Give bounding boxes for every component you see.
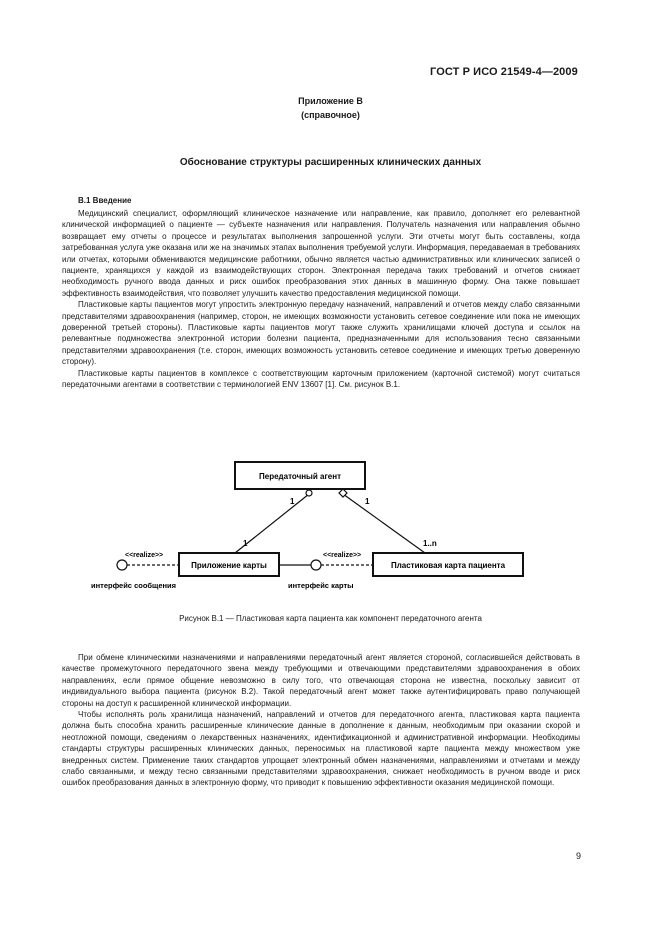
page-number: 9 xyxy=(576,851,582,861)
uml-diagram xyxy=(85,458,555,603)
interface-label: интерфейс сообщения xyxy=(91,581,177,590)
multiplicity: 1..n xyxy=(423,539,437,548)
intro-text xyxy=(62,208,580,391)
interface-lollipop xyxy=(117,560,127,570)
paragraph: Пластиковые карты пациентов могут упростить электронную передачу назначений, направлений и отчетов между слабо связанными представителями здравоохранения (например, сторон, не имеющих возможности установить сетевое соединение или пока не имеющих доверенной третьей стороны). Пластиковые карты пациентов могут также служить хранилищами ключей доступа и ссылок на релевантные подмножества электронной истории болезни пациента, предназначенными для использования тесно связанными представителями здравоохранения (т.е. сторон, имеющих возможность установить сетевое соединение и имеющих третью доверенную сторону). xyxy=(62,300,580,367)
document-code: ГОСТ Р ИСО 21549-4—2009 xyxy=(430,66,578,78)
agent-card-link xyxy=(343,494,425,553)
appendix-title: Приложение В xyxy=(298,96,363,106)
body-text xyxy=(62,652,580,789)
realize-stereotype: <<realize>> xyxy=(323,552,362,559)
appendix-subtitle: (справочное) xyxy=(301,110,360,120)
figure-caption: Рисунок В.1 — Пластиковая карта пациента как компонент передаточного агента xyxy=(179,614,482,623)
page-title: Обоснование структуры расширенных клинических данных xyxy=(179,157,482,168)
interface-label: интерфейс карты xyxy=(288,581,354,590)
appendix-heading xyxy=(0,94,661,122)
paragraph: Чтобы исполнять роль хранилища назначений, направлений и отчетов для передаточного агента, пластиковая карта пациента должна быть способна хранить расширенные клинические данные в дополнение к данным, необходимым при оказании скорой и неотложной помощи, сведениям о лекарственных назначениях, идентификационной и административной информации. Необходимы стандарты структуры расширенных клинических данных, переносимых на пластиковой карте пациента между множеством уже внедренных систем. Применение таких стандартов упрощает электронный обмен назначениями, направлениями и отчетами и между слабо связанными, и между тесно связанными представителями здравоохранения, снижает необходимость в ручном вводе и риск ошибок преобразования данных в электронную форму, что приводит к повышению эффективности оказания медицинской помощи. xyxy=(62,710,580,788)
agent-box-label: Передаточный агент xyxy=(259,472,341,481)
app-box-label: Приложение карты xyxy=(191,561,267,570)
multiplicity: 1 xyxy=(290,497,295,506)
paragraph: Медицинский специалист, оформляющий клиническое назначение или направление, как правило, дополняет его релевантной клинической информацией о пациенте — субъекте назначения или направления. Получатель назначения или направления обычно возвращает ему отчеты о процессе и результатах выполнения запрошенной услуги. Эти отчеты могут быть составлены, когда затребованная услуга уже оказана или же на значимых этапах выполнения требуемой услуги. Информация, передаваемая в требованиях или отчетах, которыми обмениваются медицинские работники, обычно является частью административных или клинических записей о пациенте, хранящихся у каждой из взаимодействующих сторон. Электронная передача таких требований и отчетов снижает необходимость ручного ввода данных и риск ошибок преобразования этих данных в машинную форму. Она также повышает эффективность взаимодействия, что позволяет улучшить качество предоставления медицинской помощи. xyxy=(62,209,580,298)
realize-stereotype: <<realize>> xyxy=(125,552,164,559)
multiplicity: 1 xyxy=(365,497,370,506)
multiplicity: 1 xyxy=(243,539,248,548)
paragraph: При обмене клиническими назначениями и направлениями передаточный агент является стороной, согласившейся действовать в качестве промежуточного передаточного звена между требующими и отвечающими представителями здравоохранения в обоих направлениях, если прямое общение невозможно в силу того, что отвечающая сторона не известна, поскольку зависит от индивидуального выбора пациента (рисунок В.2). Такой передаточный агент может также аутентифицировать право получающей стороны на доступ к расширенной клинической информации. xyxy=(62,653,580,708)
section-heading: В.1 Введение xyxy=(78,196,132,205)
interface-lollipop xyxy=(311,560,321,570)
card-box-label: Пластиковая карта пациента xyxy=(390,561,506,570)
paragraph: Пластиковые карты пациентов в комплексе с соответствующим карточным приложением (карточной системой) могут считаться передаточными агентами в соответствии с терминологией ENV 13607 [1]. См. рисунок В.1. xyxy=(62,368,580,390)
aggregation-diamond xyxy=(306,490,312,496)
